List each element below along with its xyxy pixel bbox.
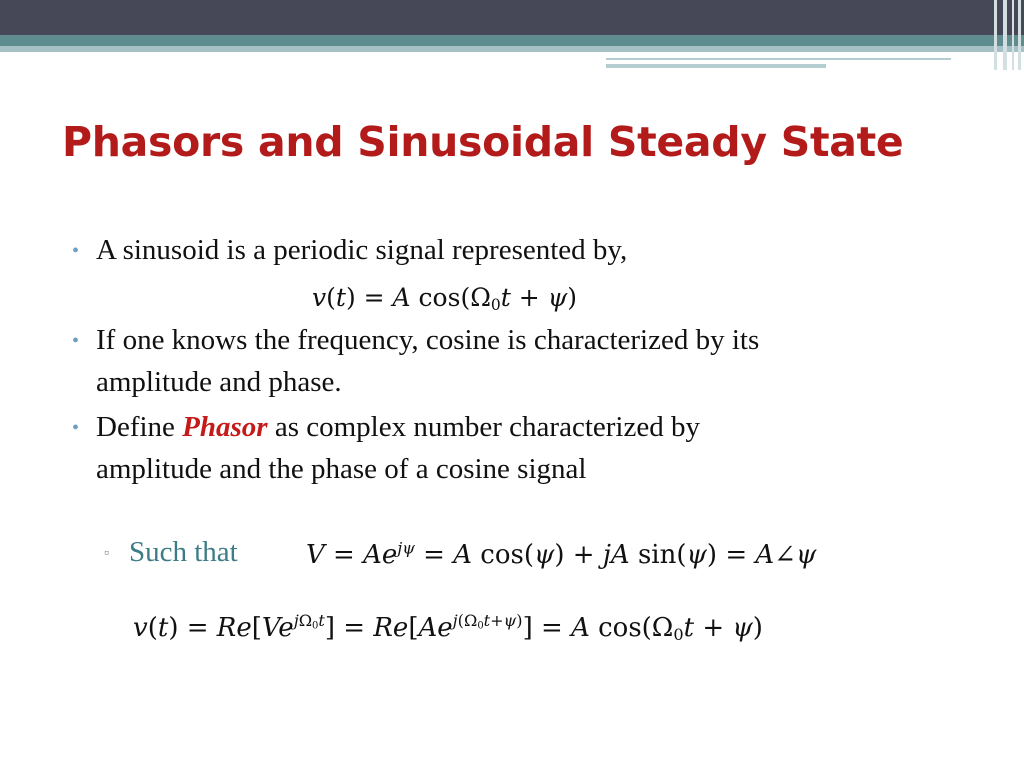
sub-bullet-marker: ▫ [104, 546, 109, 561]
bullet-prefix: Define [96, 411, 183, 443]
bullet-marker: • [72, 240, 80, 262]
sub-bullet-text: Such that [129, 536, 238, 568]
corner-stripe [1012, 0, 1014, 70]
bullet-text: A sinusoid is a periodic signal represented by, [96, 234, 628, 266]
corner-stripe [1018, 0, 1021, 70]
equation-real-part: $v(t) = Re[Ve^{j\Omega_0t}] = Re[Ae^{j(\Omega_0t+\psi)}] = A$ $\cos(\Omega_0t + \psi)$ [133, 611, 763, 645]
header-thin-line-2 [606, 64, 826, 68]
header-accent-band [0, 35, 1024, 46]
phasor-term: Phasor [182, 411, 268, 443]
corner-stripe [994, 0, 997, 70]
bullet-suffix: as complex number characterized by [267, 411, 700, 443]
header-thin-line [606, 58, 951, 60]
bullet-marker: • [72, 330, 80, 352]
slide-title: Phasors and Sinusoidal Steady State [62, 118, 904, 166]
equation-phasor: $V = Ae^{j\psi} = A$ cos(ψ) + jA sin(ψ) = A∠ψ [306, 538, 817, 570]
bullet-text-continued: amplitude and the phase of a cosine signal [96, 453, 587, 485]
bullet-marker: • [72, 417, 80, 439]
bullet-text [96, 407, 700, 447]
header-bar [0, 0, 1024, 35]
bullet-text: If one knows the frequency, cosine is characterized by its [96, 324, 760, 356]
equation-sinusoid: v(t) = A $\cos(\Omega_0t + \psi)$ [312, 283, 578, 314]
corner-stripe [1003, 0, 1007, 70]
bullet-text-continued: amplitude and phase. [96, 366, 342, 398]
header-light-band [0, 46, 1024, 52]
